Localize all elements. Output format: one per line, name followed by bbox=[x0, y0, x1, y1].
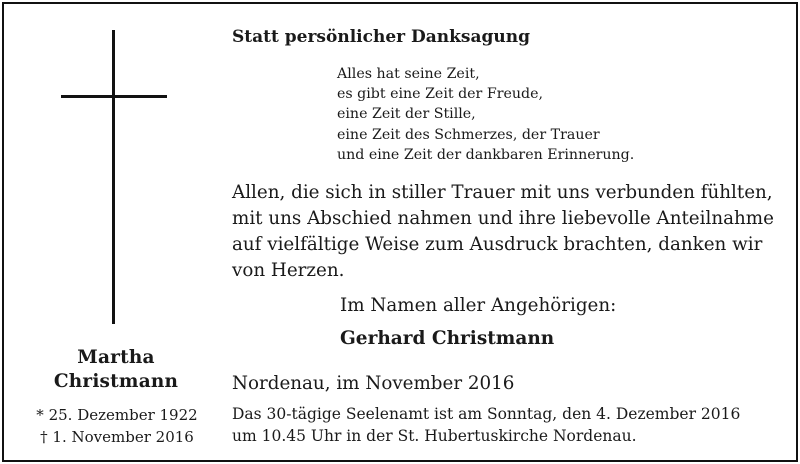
cross-horizontal-bar bbox=[61, 95, 167, 98]
thanks-line: von Herzen. bbox=[232, 260, 345, 281]
deceased-name bbox=[48, 346, 184, 394]
mass-info-line: um 10.45 Uhr in der St. Hubertuskirche Nordenau. bbox=[232, 427, 637, 445]
obituary-card bbox=[2, 2, 798, 462]
poem bbox=[337, 64, 634, 165]
mass-info-line: Das 30-tägige Seelenamt ist am Sonntag, den 4. Dezember 2016 bbox=[232, 405, 741, 423]
cross-vertical-bar bbox=[112, 30, 115, 324]
poem-line: eine Zeit des Schmerzes, der Trauer bbox=[337, 126, 600, 143]
mass-info bbox=[232, 403, 792, 447]
deceased-first-name: Martha bbox=[77, 347, 155, 368]
thanks-line: mit uns Abschied nahmen und ihre liebevolle Anteilnahme bbox=[232, 208, 774, 229]
life-dates bbox=[32, 404, 202, 448]
poem-line: es gibt eine Zeit der Freude, bbox=[337, 86, 543, 103]
thanks-line: auf vielfältige Weise zum Ausdruck brachten, danken wir bbox=[232, 234, 763, 255]
birth-date: * 25. Dezember 1922 bbox=[36, 406, 198, 424]
thanks-line: Allen, die sich in stiller Trauer mit uns verbunden fühlten, bbox=[232, 182, 773, 203]
heading: Statt persönlicher Danksagung bbox=[232, 27, 530, 47]
death-date: † 1. November 2016 bbox=[40, 428, 194, 446]
deceased-last-name: Christmann bbox=[53, 371, 179, 392]
poem-line: eine Zeit der Stille, bbox=[337, 106, 476, 123]
poem-line: und eine Zeit der dankbaren Erinnerung. bbox=[337, 146, 635, 163]
poem-line: Alles hat seine Zeit, bbox=[337, 66, 480, 82]
place-date: Nordenau, im November 2016 bbox=[232, 373, 515, 394]
signoff-name: Gerhard Christmann bbox=[340, 328, 555, 349]
thanks-paragraph bbox=[232, 180, 792, 284]
signoff-intro: Im Namen aller Angehörigen: bbox=[340, 295, 617, 316]
